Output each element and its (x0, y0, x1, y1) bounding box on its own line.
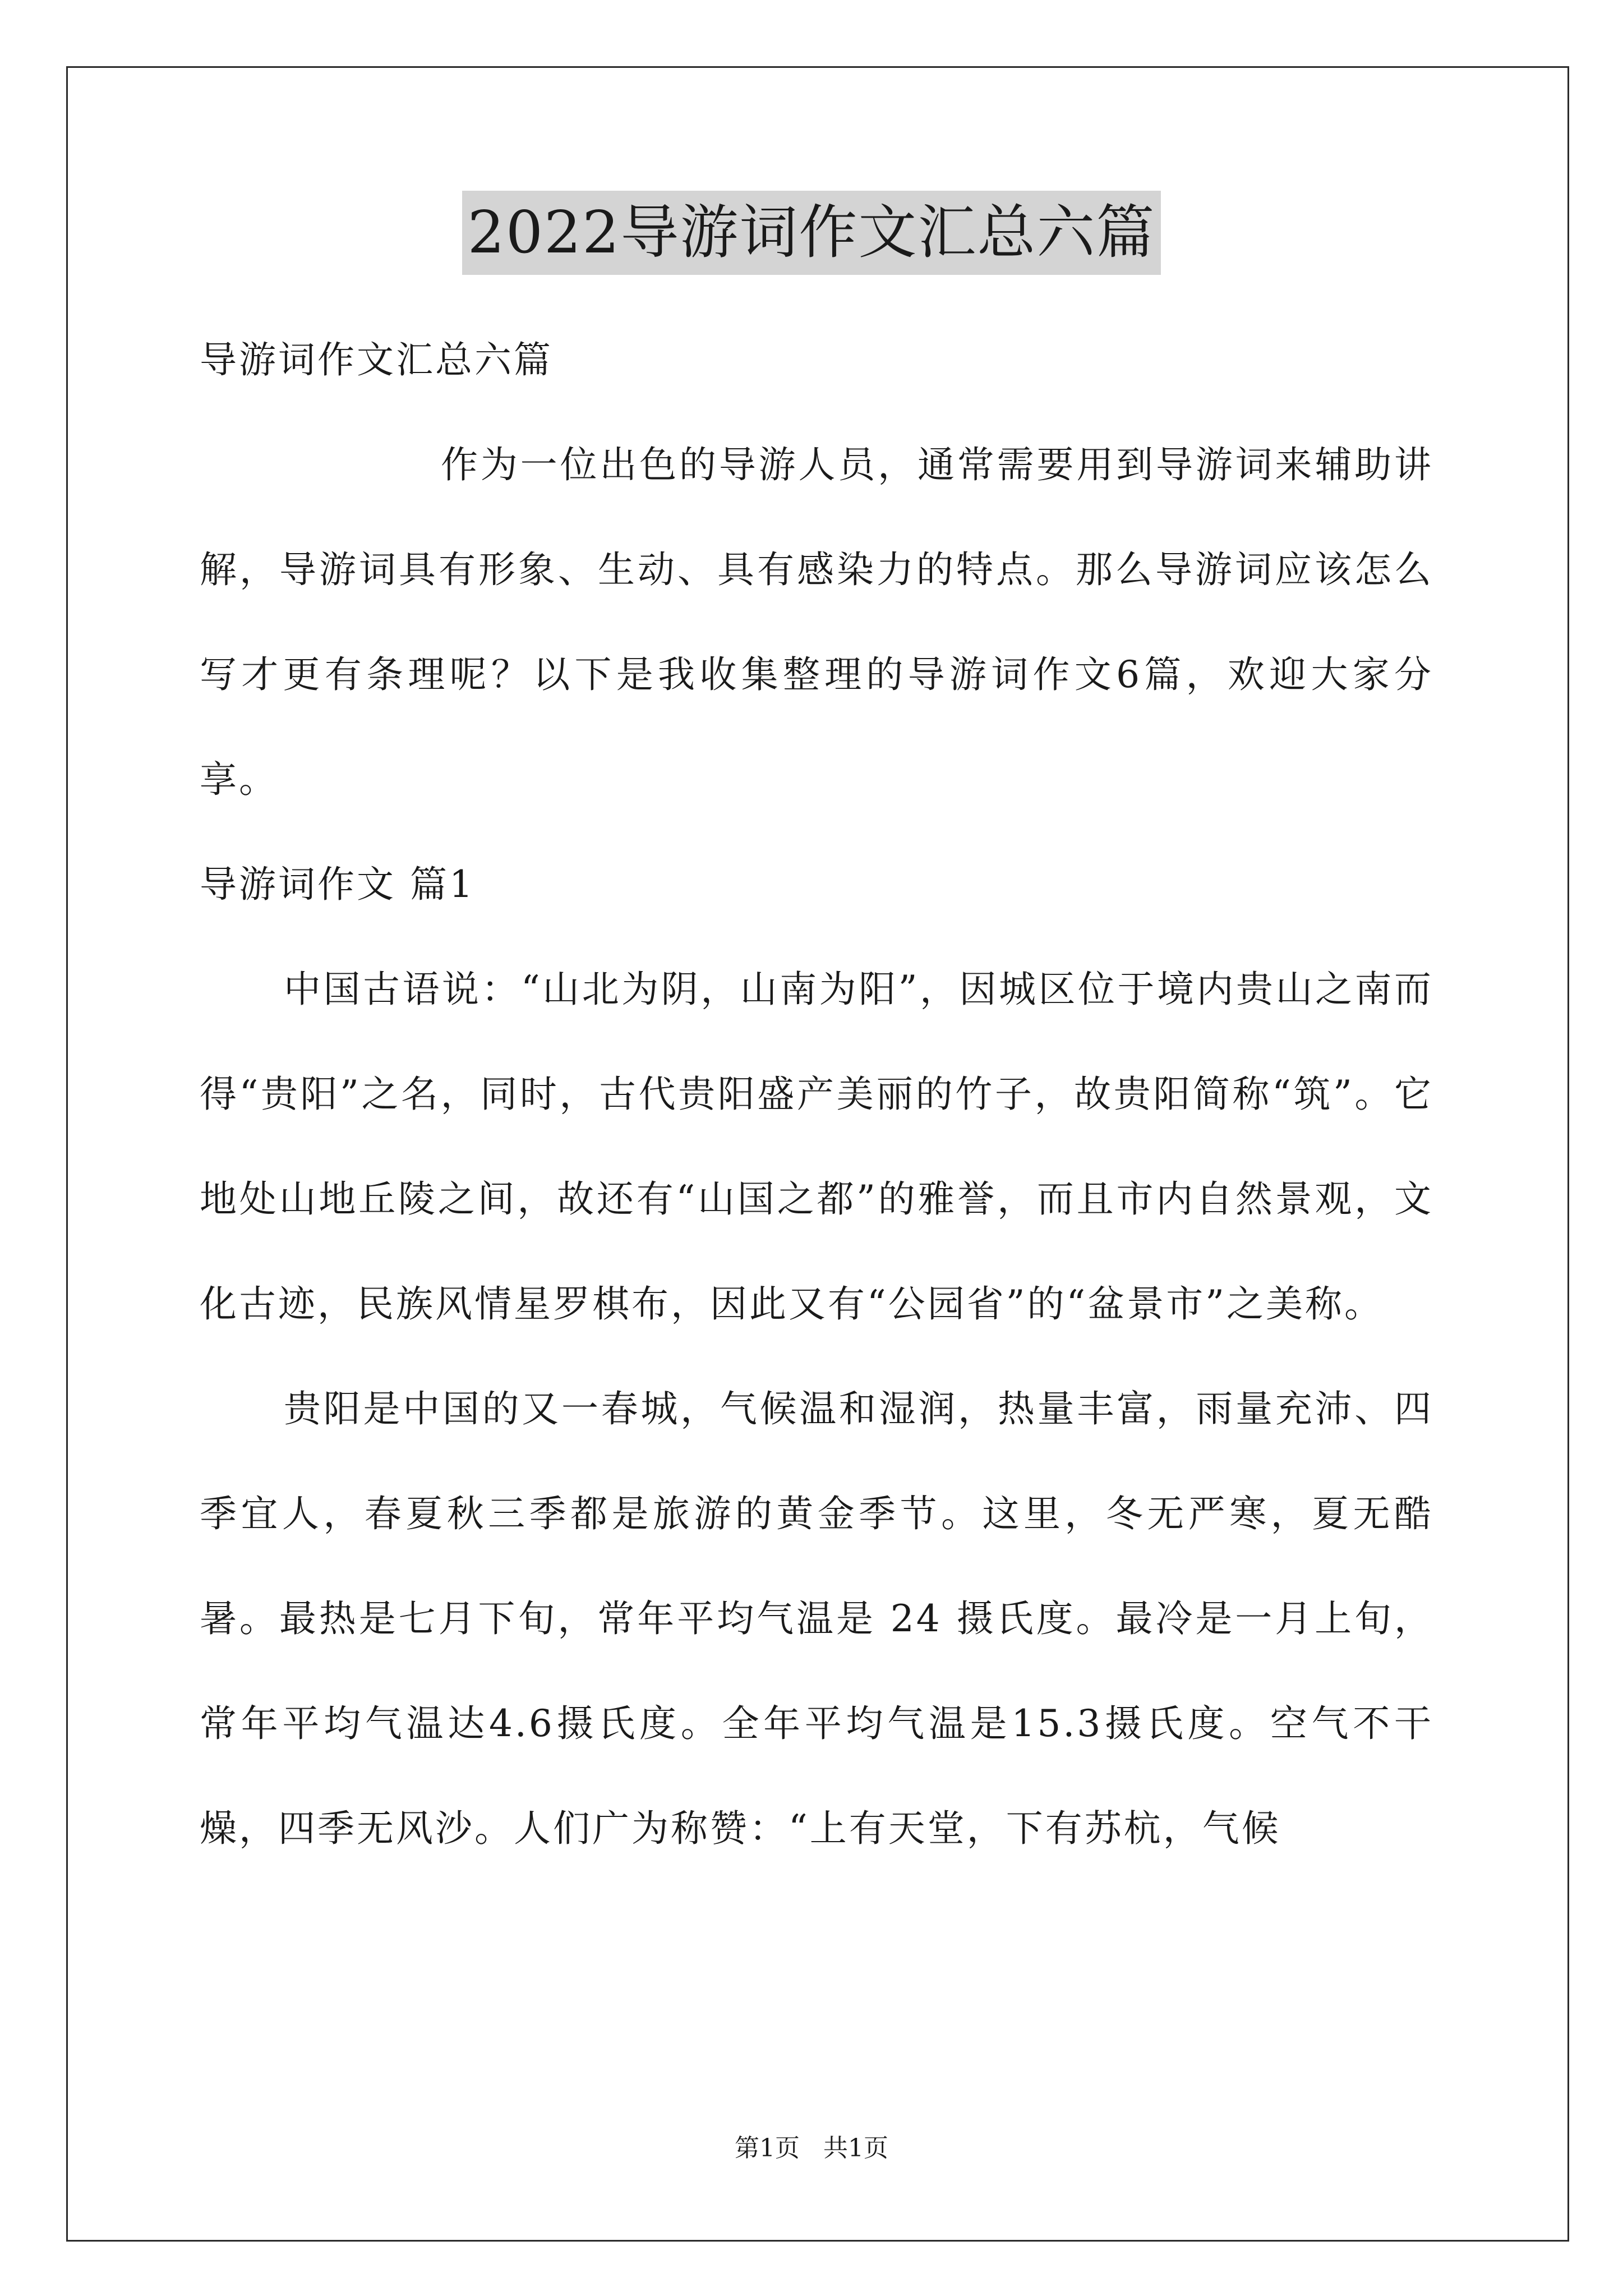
document-body (200, 307, 1433, 1881)
body-paragraph: 中国古语说：“山北为阴，山南为阳”，因城区位于境内贵山之南而得“贵阳”之名，同时，古代贵阳盛产美丽的竹子，故贵阳简称“筑”。它地处山地丘陵之间，故还有“山国之都”的雅誉，而且市内自然景观，文化古迹，民族风情星罗棋布，因此又有“公园省”的“盆景市”之美称。 (200, 968, 1433, 1326)
page-number-total: 共1页 (823, 2134, 888, 2162)
document-subtitle: 导游词作文汇总六篇 (200, 338, 553, 381)
document-title: 2022导游词作文汇总六篇 (462, 191, 1161, 275)
page-number-current: 第1页 (735, 2134, 800, 2162)
page-footer (0, 2132, 1623, 2165)
body-paragraph: 贵阳是中国的又一春城，气候温和湿润，热量丰富，雨量充沛、四季宜人，春夏秋三季都是旅游的黄金季节。这里，冬无严寒，夏无酷暑。最热是七月下旬，常年平均气温是 24 摄氏度。最冷是一月上旬，常年平均气温达4.6摄氏度。全年平均气温是15.3摄氏度。空气不干燥，四季无风沙。人们广为称赞：“上有天堂，下有苏杭，气候 (200, 1387, 1433, 1850)
section-heading: 导游词作文 篇1 (200, 863, 475, 906)
intro-paragraph: 作为一位出色的导游人员，通常需要用到导游词来辅助讲解，导游词具有形象、生动、具有感染力的特点。那么导游词应该怎么写才更有条理呢？以下是我收集整理的导游词作文6篇，欢迎大家分享。 (200, 443, 1433, 801)
title-container (0, 191, 1623, 275)
